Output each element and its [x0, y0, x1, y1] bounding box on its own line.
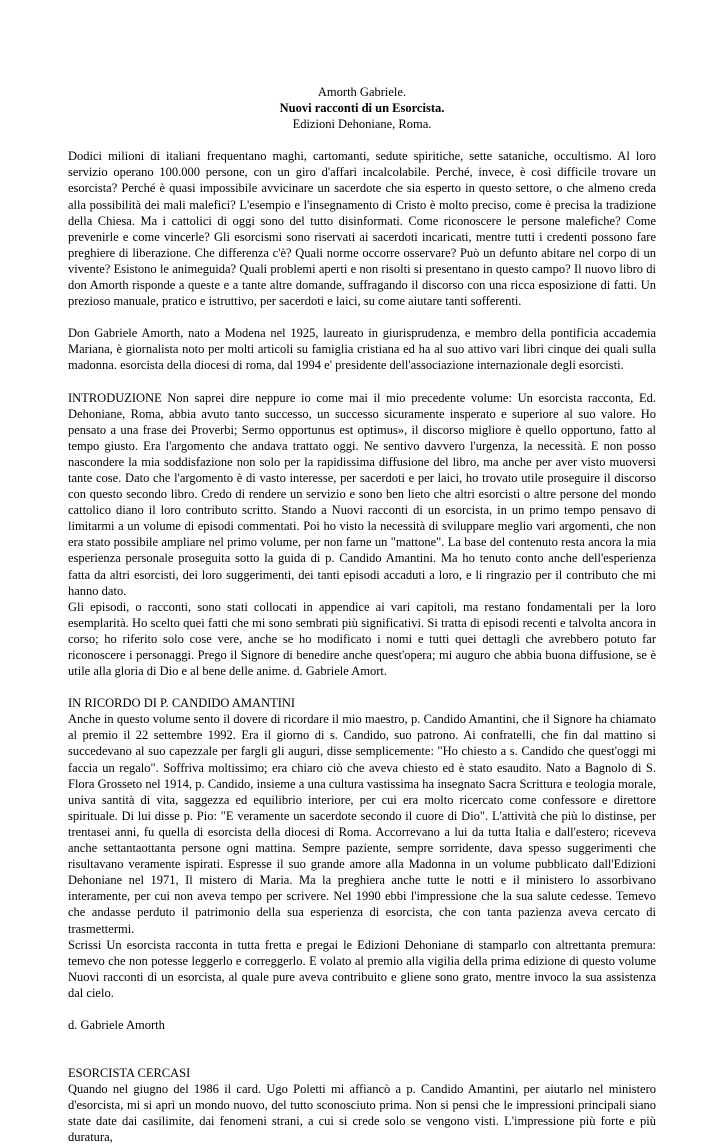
author-line: Amorth Gabriele.: [317, 85, 407, 99]
memorial-paragraph-1: Anche in questo volume sento il dovere di ricordare il mio maestro, p. Candido Amantini, che il Signore ha chiamato al premio il 22 settembre 1992. Era il giorno di s. Candido, suo patrono. Ai confratelli, che fin dal mattino si succedevano al suo capezzale per fargli gli auguri, disse semplicemente: "Ho chiesto a s. Candido che quest'oggi mi faccia un regalo". Soffriva moltissimo; era chiaro ciò che aveva chiesto ed è stato esaudito. Nato a Bagnolo di S. Flora Grosseto nel 1914, p. Candido, insieme a una cultura vastissima ha insegnato Sacra Scrittura e teologia morale, univa santità di vita, saggezza ed equilibrio interiore, per cui era molto ricercato come confessore e direttore spirituale. Di lui disse p. Pio: "E veramente un sacerdote secondo il cuore di Dio". L'attività che più lo distinse, per trentasei anni, fu quella di esorcista della diocesi di Roma. Accorrevano a lui da tutta Italia e dall'estero; riceveva anche settantaottanta persone ogni mattina. Sempre paziente, sempre sorridente, dava spesso suggerimenti che risultavano veramente ispirati. Espresse il suo grande amore alla Madonna in un volume pubblicato dall'Edizioni Dehoniane nel 1971, Il mistero di Maria. Ma la preghiera anche tutte le notti e il ministero lo assorbivano interamente, per cui non aveva tempo per scrivere. Nel 1990 ebbi l'impressione che la sua salute cedesse. Temevo che andasse perduto il patrimonio della sua esperienza di esorcista, che con tanta pazienza aveva cercato di trasmettermi.: [68, 712, 656, 936]
wanted-paragraph-1: Quando nel giugno del 1986 il card. Ugo Poletti mi affiancò a p. Candido Amantini, per aiutarlo nel ministero d'esorcista, mi si aprì un mondo nuovo, del tutto sconosciuto prima. Non si pensi che le impressioni principali siano state date dai casilimite, dai fenomeni strani, a cui si crede solo se vengono visti. L'impressione più forte e più duratura,: [68, 1082, 656, 1145]
memorial-paragraph-2: Scrissi Un esorcista racconta in tutta fretta e pregai le Edizioni Dehoniane di stamparlo con altrettanta premura: temevo che non potesse leggerlo e correggerlo. E volato al premio alla vigilia della prima edizione di questo volume Nuovi racconti di un esorcista, al quale pure aveva contribuito e gliene sono grato, mentre invoco la sua assistenza dal cielo.: [68, 937, 656, 1000]
introduction-paragraph-2: Gli episodi, o racconti, sono stati collocati in appendice ai vari capitoli, ma restano fondamentali per la loro esemplarità. Ho scelto quei fatti che mi sono sembrati più significativi. Si tratta di episodi recenti e talvolta ancora in corso; ho riferito solo cose vere, anche se ho modificato i nomi e tutti quei dettagli che avrebbero potuto far riconoscere i personaggi. Prego il Signore di benedire anche quest'opera; mi auguro che abbia buona diffusione, se è utile alla gloria di Dio e al bene delle anime. d. Gabriele Amort.: [68, 599, 656, 679]
publisher-line: Edizioni Dehoniane, Roma.: [292, 117, 432, 132]
memorial-signature: d. Gabriele Amorth: [68, 1017, 165, 1032]
author-bio-paragraph: Don Gabriele Amorth, nato a Modena nel 1925, laureato in giurisprudenza, e membro della pontificia accademia Mariana, è giornalista noto per molti articoli su famiglia cristiana ed ha al suo attivo vari libri cinque dei quali sulla madonna. esorcista della diocesi di roma, dal 1994 e' presidente dell'associazione internazionale degli esorcisti.: [68, 326, 656, 373]
document-page: [68, 84, 656, 1146]
book-title: Nuovi racconti di un Esorcista.: [279, 101, 445, 116]
memorial-heading: IN RICORDO DI P. CANDIDO AMANTINI: [68, 696, 296, 711]
introduction-paragraph-1: INTRODUZIONE Non saprei dire neppure io come mai il mio precedente volume: Un esorcista racconta, Ed. Dehoniane, Roma, abbia avuto tanto successo, un successo sicuramente insperato e superiore al suo valore. Ho pensato a una frase dei Proverbi; Sermo opportunus est optimus», il discorso migliore è quello opportuno, fatto al tempo giusto. Era l'argomento che andava trattato oggi. Ne sentivo davvero l'urgenza, la necessità. E non posso nascondere la mia soddisfazione non solo per la rapidissima diffusione del libro, ma anche per aver visto muoversi tante cose. Dato che l'argomento è di vasto interesse, per sacerdoti e per laici, ho trovato utile proseguire il discorso con questo secondo libro. Credo di rendere un servizio e sono ben lieto che altri esorcisti o altre persone del mondo cattolico diano il loro contributo scritto. Stando a Nuovi racconti di un esorcista, in un primo tempo pensavo di limitarmi a un volume di episodi commentati. Poi ho visto la necessità di sviluppare meglio vari argomenti, che non era stato possibile ampliare nel primo volume, per non farne un "mattone". La base del contenuto resta ancora la mia esperienza personale proseguita sotto la guida di p. Candido Amantini. Ma ho tenuto conto anche dell'esperienza fatta da altri esorcisti, dei loro suggerimenti, dei tanti episodi accaduti a loro, e li ringrazio per il contributo che mi hanno dato.: [68, 390, 656, 598]
wanted-heading: ESORCISTA CERCASI: [68, 1066, 191, 1081]
title-block: [68, 84, 656, 132]
blurb-paragraph: Dodici milioni di italiani frequentano maghi, cartomanti, sedute spiritiche, sette sataniche, occultismo. Al loro servizio operano 100.000 persone, con un giro d'affari incalcolabile. Perché, invece, è così difficile trovare un esorcista? Perché è quasi impossibile avvicinare un sacerdote che sia esperto in questo settore, o che almeno creda alla possibilità dei mali malefici? L'esempio e l'insegnamento di Cristo è molto preciso, come è precisa la tradizione della Chiesa. Ma i cattolici di oggi sono del tutto disinformati. Come riconoscere le persone malefiche? Come prevenirle e come vincerle? Gli esorcismi sono riservati ai sacerdoti incaricati, mentre tutti i credenti possono fare preghiere di liberazione. Che differenza c'è? Quali norme occorre osservare? Può un defunto abitare nel corpo di un vivente? Esistono le animeguida? Quali problemi aperti e non risolti si presentano in questo campo? Il nuovo libro di don Amorth risponde a queste e a tante altre domande, suffragando il discorso con una ricca esposizione di fatti. Un prezioso manuale, pratico e istruttivo, per sacerdoti e laici, su come aiutare tanti sofferenti.: [68, 149, 656, 309]
